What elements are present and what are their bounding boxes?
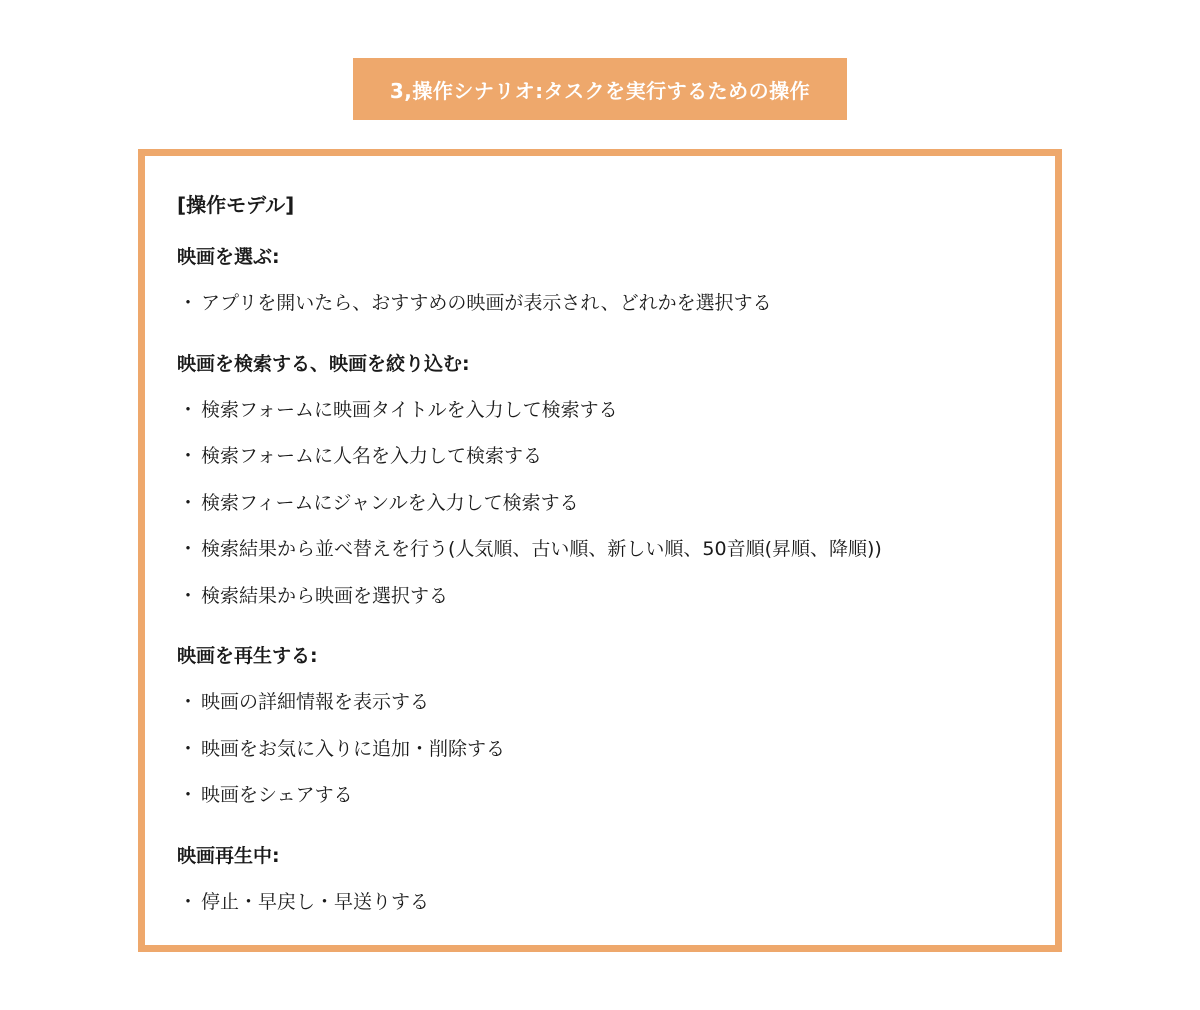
list-item xyxy=(177,679,1055,726)
list-item xyxy=(177,433,1055,480)
section-search-movie xyxy=(177,341,1055,620)
list-item-text: 検索結果から並べ替えを行う(人気順、古い順、新しい順、50音順(昇順、降順)) xyxy=(201,538,882,560)
bullet: ・ xyxy=(178,445,198,467)
list-item xyxy=(177,280,1055,327)
list-item-text: 検索フォームに人名を入力して検索する xyxy=(201,445,543,467)
list-item-text: 検索フォームに映画タイトルを入力して検索する xyxy=(201,398,618,421)
list-item-text: 映画の詳細情報を表示する xyxy=(201,691,430,713)
section-heading: 映画を検索する、映画を絞り込む: xyxy=(177,352,470,375)
bullet: ・ xyxy=(178,491,198,514)
section-heading: 映画を再生する: xyxy=(177,645,318,667)
bullet: ・ xyxy=(178,691,198,713)
bullet: ・ xyxy=(178,784,198,806)
list-item-text: アプリを開いたら、おすすめの映画が表示され、どれかを選択する xyxy=(201,292,772,314)
section-during-playback xyxy=(177,833,1055,926)
list-item-text: 検索結果から映画を選択する xyxy=(201,584,449,607)
list-item xyxy=(177,573,1055,620)
list-item xyxy=(177,387,1055,434)
bullet: ・ xyxy=(178,890,198,913)
list-item-text: 検索フィームにジャンルを入力して検索する xyxy=(201,491,579,514)
operation-model-heading: [操作モデル] xyxy=(177,193,295,217)
list-item-text: 停止・早戻し・早送りする xyxy=(201,890,430,913)
list-item-text: 映画をお気に入りに追加・削除する xyxy=(201,737,506,760)
list-item xyxy=(177,526,1055,573)
section-play-movie xyxy=(177,633,1055,819)
section-select-movie xyxy=(177,234,1055,327)
list-item-text: 映画をシェアする xyxy=(201,784,353,806)
list-item xyxy=(177,480,1055,527)
bullet: ・ xyxy=(178,398,198,421)
bullet: ・ xyxy=(178,737,198,760)
operation-model-box xyxy=(138,149,1062,952)
bullet: ・ xyxy=(178,292,198,314)
bullet: ・ xyxy=(178,584,198,607)
section-heading: 映画を選ぶ: xyxy=(177,246,280,268)
section-heading: 映画再生中: xyxy=(177,844,280,867)
list-item xyxy=(177,726,1055,773)
bullet: ・ xyxy=(178,538,198,560)
page-title: 3,操作シナリオ:タスクを実行するための操作 xyxy=(353,58,847,120)
list-item xyxy=(177,772,1055,819)
list-item xyxy=(177,879,1055,926)
